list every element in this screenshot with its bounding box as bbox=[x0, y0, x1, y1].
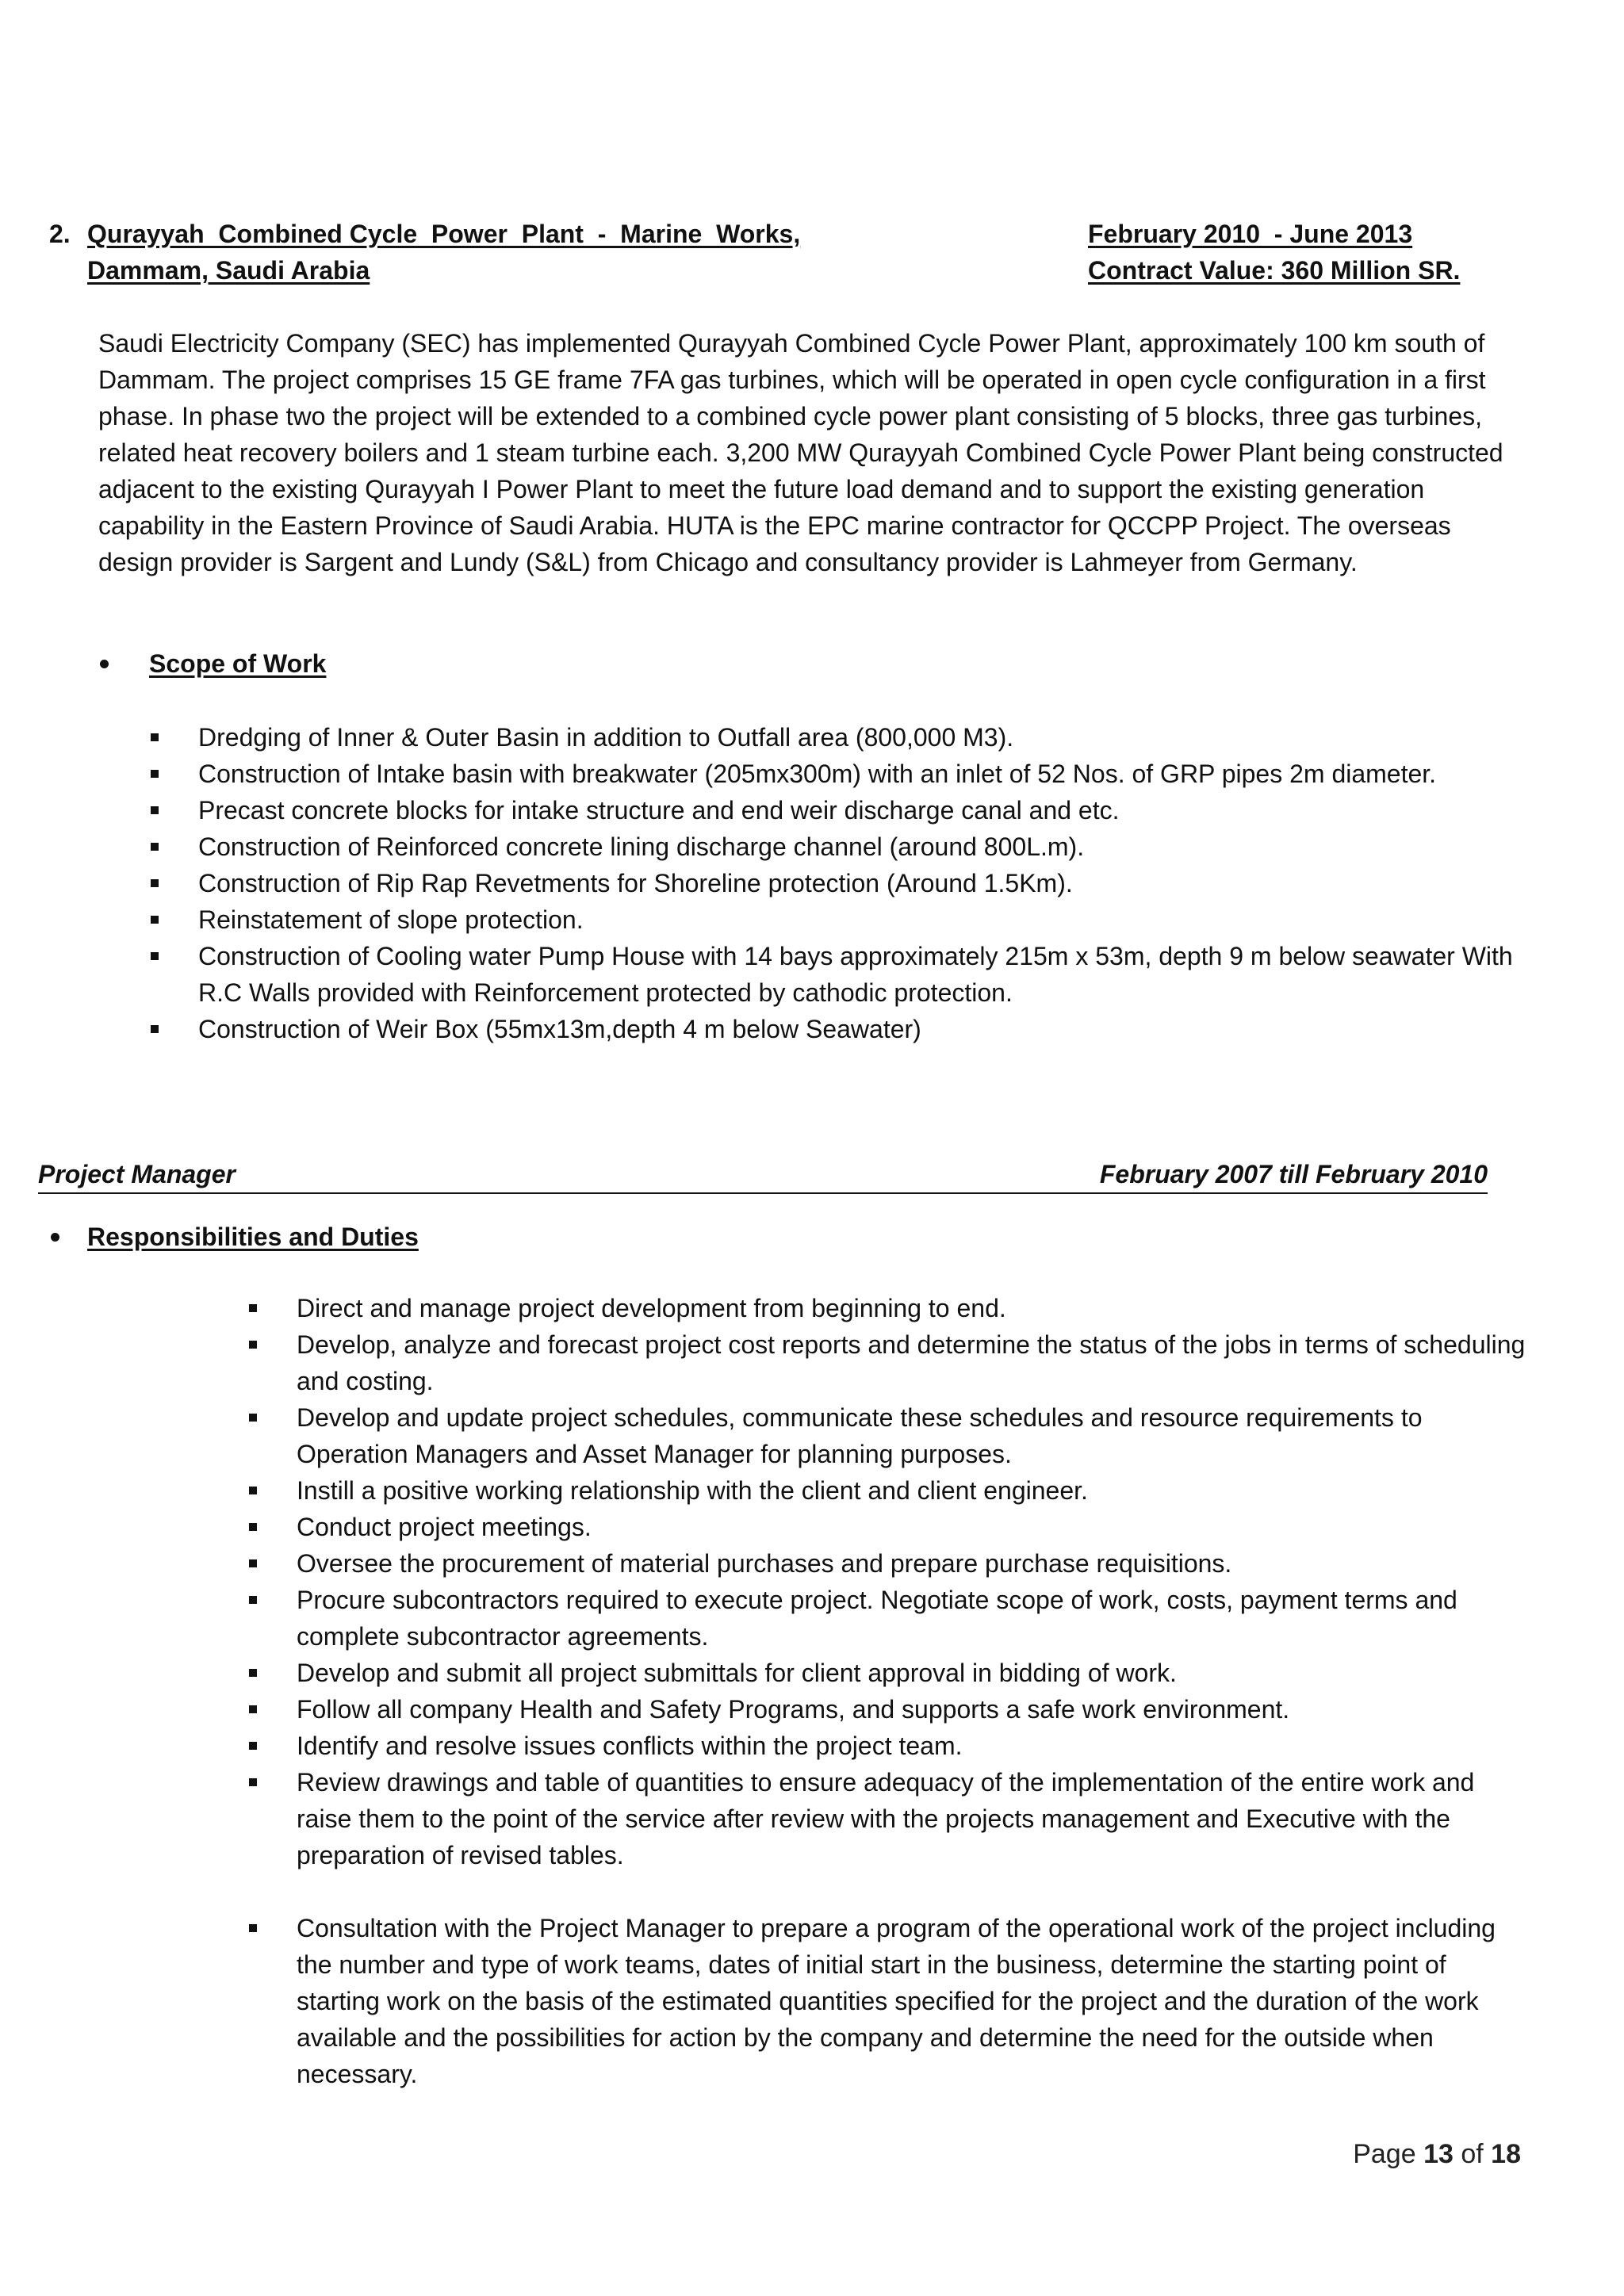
duty-item: Develop, analyze and forecast project cost reports and determine the status of the jobs in terms of scheduling and costing. bbox=[297, 1326, 1530, 1399]
scope-item: Construction of Weir Box (55mx13m,depth 4 m below Seawater) bbox=[198, 1011, 1530, 1047]
duty-item: Oversee the procurement of material purchases and prepare purchase requisitions. bbox=[297, 1545, 1530, 1582]
role-dates: February 2007 till February 2010 bbox=[1099, 1160, 1488, 1188]
scope-item: Construction of Rip Rap Revetments for Shoreline protection (Around 1.5Km). bbox=[198, 865, 1530, 901]
page-number bbox=[1353, 2136, 1521, 2172]
project-dates-block bbox=[1088, 216, 1564, 289]
square-bullet-icon bbox=[151, 770, 159, 778]
square-bullet-icon bbox=[249, 1523, 257, 1531]
square-bullet-icon bbox=[249, 1596, 257, 1604]
duty-item: Consultation with the Project Manager to prepare a program of the operational work of the project including the number and type of work teams, dates of initial start in the business, determine the starting point of starting work on the basis of the estimated quantities specified for the project and the duration of the work available and the possibilities for action by the company and determine the need for the outside when necessary. bbox=[297, 1910, 1530, 2092]
current-page: 13 bbox=[1423, 2139, 1454, 2169]
project-number: 2. bbox=[49, 220, 71, 248]
scope-item: Construction of Intake basin with breakwater (205mx300m) with an inlet of 52 Nos. of GRP pipes 2m diameter. bbox=[198, 756, 1530, 792]
scope-list bbox=[198, 719, 1530, 1047]
duty-item: Procure subcontractors required to execute project. Negotiate scope of work, costs, payment terms and complete subcontractor agreements. bbox=[297, 1582, 1530, 1655]
square-bullet-icon bbox=[249, 1705, 257, 1713]
total-pages: 18 bbox=[1491, 2139, 1521, 2169]
role-title: Project Manager bbox=[38, 1160, 236, 1188]
project-title-line2: Dammam, Saudi Arabia bbox=[87, 256, 370, 285]
of-word: of bbox=[1461, 2139, 1484, 2169]
square-bullet-icon bbox=[151, 1025, 159, 1033]
bullet-dot-icon bbox=[100, 660, 109, 668]
square-bullet-icon bbox=[249, 1924, 257, 1932]
square-bullet-icon bbox=[151, 843, 159, 851]
duty-item: Follow all company Health and Safety Programs, and supports a safe work environment. bbox=[297, 1691, 1530, 1728]
square-bullet-icon bbox=[249, 1487, 257, 1494]
scope-heading: Scope of Work bbox=[149, 649, 327, 678]
project-dates: February 2010 - June 2013 bbox=[1088, 220, 1413, 248]
scope-item: Construction of Cooling water Pump House with 14 bays approximately 215m x 53m, depth 9 m below seawater With R.C Walls provided with Reinforcement protected by cathodic protection. bbox=[198, 938, 1530, 1011]
duty-item: Conduct project meetings. bbox=[297, 1509, 1530, 1545]
duty-item: Direct and manage project development from beginning to end. bbox=[297, 1290, 1530, 1326]
square-bullet-icon bbox=[249, 1304, 257, 1312]
duty-item: Identify and resolve issues conflicts within the project team. bbox=[297, 1728, 1530, 1764]
square-bullet-icon bbox=[249, 1742, 257, 1750]
duty-item: Instill a positive working relationship with the client and client engineer. bbox=[297, 1472, 1530, 1509]
duty-item: Develop and update project schedules, communicate these schedules and resource requirements to Operation Managers and Asset Manager for planning purposes. bbox=[297, 1399, 1530, 1472]
square-bullet-icon bbox=[151, 806, 159, 814]
project-description: Saudi Electricity Company (SEC) has implemented Qurayyah Combined Cycle Power Plant, approximately 100 km south of Dammam. The project comprises 15 GE frame 7FA gas turbines, which will be operated in open cycle configuration in a first phase. In phase two the project will be extended to a combined cycle power plant consisting of 5 blocks, three gas turbines, related heat recovery boilers and 1 steam turbine each. 3,200 MW Qurayyah Combined Cycle Power Plant being constructed adjacent to the existing Qurayyah I Power Plant to meet the future load demand and to support the existing generation capability in the Eastern Province of Saudi Arabia. HUTA is the EPC marine contractor for QCCPP Project. The overseas design provider is Sargent and Lundy (S&L) from Chicago and consultancy provider is Lahmeyer from Germany. bbox=[98, 329, 1503, 576]
square-bullet-icon bbox=[249, 1559, 257, 1567]
project-title bbox=[87, 216, 1055, 289]
duties-list bbox=[297, 1290, 1530, 2092]
square-bullet-icon bbox=[249, 1414, 257, 1422]
role-heading bbox=[38, 1156, 1488, 1194]
square-bullet-icon bbox=[151, 916, 159, 924]
square-bullet-icon bbox=[151, 879, 159, 887]
square-bullet-icon bbox=[151, 952, 159, 960]
project-title-line1: Qurayyah Combined Cycle Power Plant - Marine Works, bbox=[87, 220, 801, 248]
scope-item: Dredging of Inner & Outer Basin in addition to Outfall area (800,000 M3). bbox=[198, 719, 1530, 756]
square-bullet-icon bbox=[249, 1778, 257, 1786]
duty-item: Develop and submit all project submittals for client approval in bidding of work. bbox=[297, 1655, 1530, 1691]
scope-item: Reinstatement of slope protection. bbox=[198, 901, 1530, 938]
square-bullet-icon bbox=[151, 733, 159, 741]
contract-value: Contract Value: 360 Million SR. bbox=[1088, 256, 1461, 285]
scope-item: Construction of Reinforced concrete lining discharge channel (around 800L.m). bbox=[198, 828, 1530, 865]
square-bullet-icon bbox=[249, 1669, 257, 1677]
page-word: Page bbox=[1353, 2139, 1416, 2169]
square-bullet-icon bbox=[249, 1341, 257, 1349]
duties-heading: Responsibilities and Duties bbox=[87, 1223, 419, 1251]
duty-item: Review drawings and table of quantities to ensure adequacy of the implementation of the entire work and raise them to the point of the service after review with the projects management and Executive with the preparation of revised tables. bbox=[297, 1764, 1530, 1873]
bullet-dot-icon bbox=[51, 1233, 59, 1242]
scope-item: Precast concrete blocks for intake structure and end weir discharge canal and etc. bbox=[198, 792, 1530, 828]
